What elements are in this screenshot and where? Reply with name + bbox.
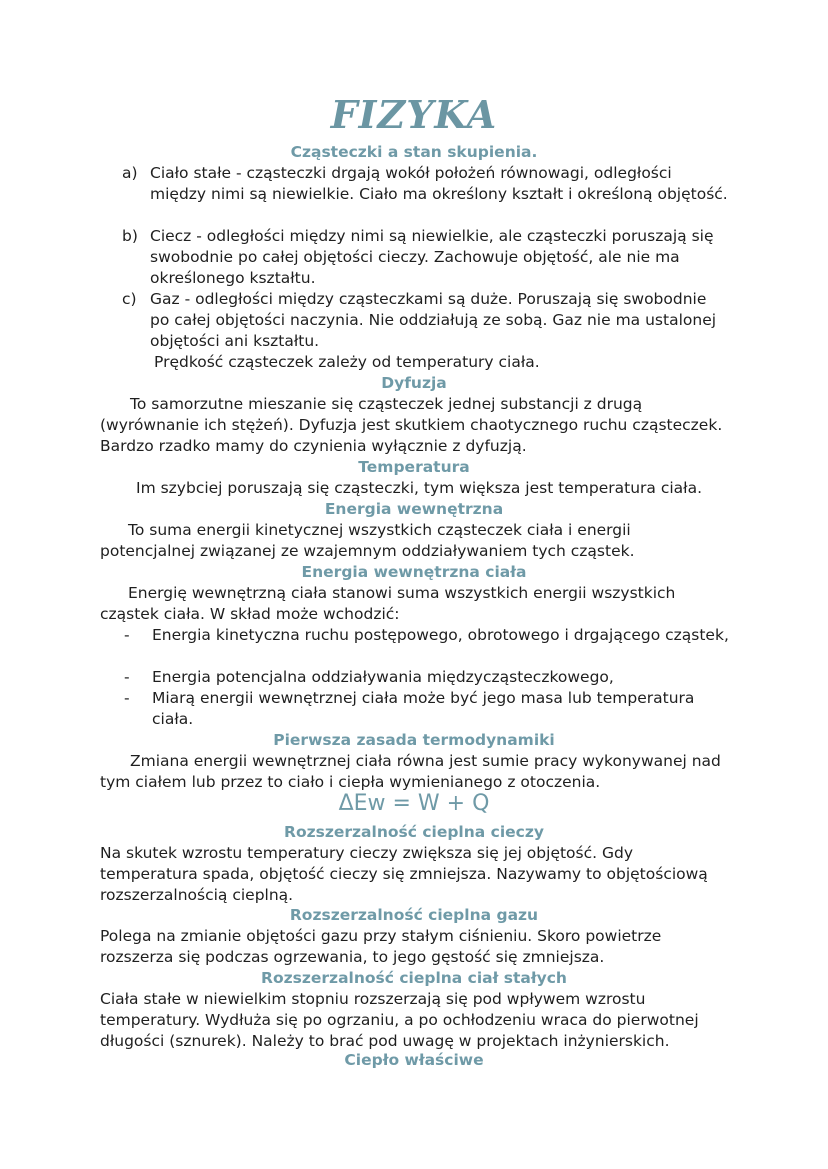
heading-internal-energy: Energia wewnętrzna xyxy=(324,500,504,518)
liquid-expansion-text: Na skutek wzrostu temperatury cieczy zwiększa się jej objętość. Gdy temperatura spada, objętość cieczy się zmniejsza. Nazywamy to objętościową rozszerzalnością cieplną. xyxy=(100,844,708,904)
heading-specific-heat: Ciepło właściwe xyxy=(344,1051,484,1069)
list-marker: a) xyxy=(122,164,138,182)
list-item-text: Ciecz - odległości między nimi są niewielkie, ale cząsteczki poruszają się swobodnie po całej objętości cieczy. Zachowuje objętość, ale nie ma określonego kształtu. xyxy=(150,227,714,287)
list-marker: b) xyxy=(122,227,138,245)
list-marker: c) xyxy=(122,290,137,308)
list-item-text: Energia potencjalna oddziaływania międzycząsteczkowego, xyxy=(152,668,614,686)
page-title: FIZYKA xyxy=(330,92,498,137)
body-internal-energy-text: Energię wewnętrzną ciała stanowi suma wszystkich energii wszystkich cząstek ciała. W skład może wchodzić: xyxy=(100,584,676,623)
list-item-text: Miarą energii wewnętrznej ciała może być jego masa lub temperatura ciała. xyxy=(152,689,695,728)
first-law-text: Zmiana energii wewnętrznej ciała równa jest sumie pracy wykonywanej nad tym ciałem lub przez to ciało i ciepła wymienianego z otoczenia. xyxy=(100,752,721,791)
list-item-text: Gaz - odległości między cząsteczkami są duże. Poruszają się swobodnie po całej objętości naczynia. Nie oddziałują ze sobą. Gaz nie ma ustalonej objętości ani kształtu. xyxy=(150,290,717,350)
solid-expansion-text: Ciała stałe w niewielkim stopniu rozszerzają się pod wpływem wzrostu temperatury. Wydłuża się po ogrzaniu, a po ochłodzeniu wraca do pierwotnej długości (sznurek). Należy to brać pod uwagę w projektach inżynierskich. xyxy=(100,990,699,1050)
diffusion-text: To samorzutne mieszanie się cząsteczek jednej substancji z drugą (wyrównanie ich stężeń). Dyfuzja jest skutkiem chaotycznego ruchu cząsteczek. Bardzo rzadko mamy do czynienia wyłącznie z dyfuzją. xyxy=(100,395,723,455)
list-marker: - xyxy=(124,626,130,644)
list-marker: - xyxy=(124,668,130,686)
list-marker: - xyxy=(124,689,130,707)
heading-first-law: Pierwsza zasada termodynamiki xyxy=(273,731,555,749)
first-law-formula: ΔEw = W + Q xyxy=(338,791,490,816)
internal-energy-text: To suma energii kinetycznej wszystkich cząsteczek ciała i energii potencjalnej związanej ze wzajemnym oddziaływaniem tych cząstek. xyxy=(100,521,635,560)
heading-temperature: Temperatura xyxy=(358,458,470,476)
gas-expansion-text: Polega na zmianie objętości gazu przy stałym ciśnieniu. Skoro powietrze rozszerza się podczas ogrzewania, to jego gęstość się zmniejsza. xyxy=(100,927,662,966)
heading-liquid-expansion: Rozszerzalność cieplna cieczy xyxy=(284,823,544,841)
heading-states: Cząsteczki a stan skupienia. xyxy=(290,143,538,161)
temperature-text: Im szybciej poruszają się cząsteczki, tym większa jest temperatura ciała. xyxy=(136,479,703,497)
heading-solid-expansion: Rozszerzalność cieplna ciał stałych xyxy=(261,969,567,987)
heading-gas-expansion: Rozszerzalność cieplna gazu xyxy=(289,906,539,924)
states-note: Prędkość cząsteczek zależy od temperatury ciała. xyxy=(154,353,540,371)
heading-body-internal-energy: Energia wewnętrzna ciała xyxy=(301,563,527,581)
heading-diffusion: Dyfuzja xyxy=(381,374,447,392)
list-item-text: Ciało stałe - cząsteczki drgają wokół położeń równowagi, odległości między nimi są niewielkie. Ciało ma określony kształt i określoną objętość. xyxy=(150,164,728,203)
list-item-text: Energia kinetyczna ruchu postępowego, obrotowego i drgającego cząstek, xyxy=(152,626,729,644)
